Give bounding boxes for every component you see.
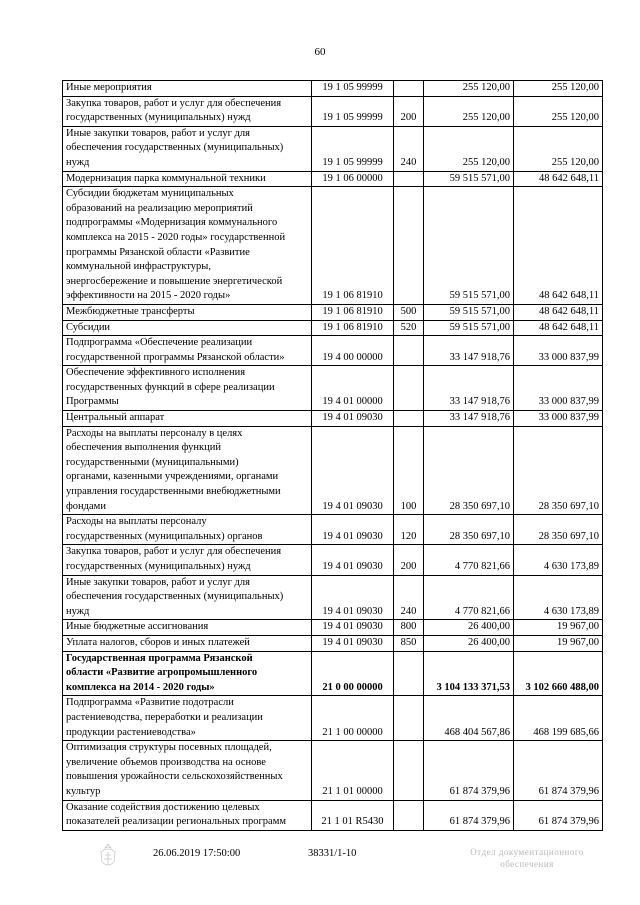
item-name-cell: Межбюджетные трансферты [63, 304, 312, 320]
sum-2019-cell: 59 515 571,00 [424, 171, 514, 187]
page-number: 60 [314, 46, 326, 58]
expense-type-cell [394, 81, 424, 97]
target-code-cell: 19 1 06 81910 [312, 304, 394, 320]
item-name-cell: Государственная программа Рязанской области «Развитие агропромышленного комплекса на 2014 - 2020 годы» [63, 651, 312, 696]
sum-2020-cell: 48 642 648,11 [514, 304, 603, 320]
target-code-cell: 19 1 05 99999 [312, 96, 394, 126]
item-name-cell: Подпрограмма «Развитие подотрасли растениеводства, переработки и реализации продукции растениеводства» [63, 696, 312, 741]
sum-2019-cell: 61 874 379,96 [424, 741, 514, 800]
sum-2020-cell: 61 874 379,96 [514, 800, 603, 830]
table-row [63, 187, 603, 305]
expense-type-cell: 100 [394, 426, 424, 515]
item-name-cell: Оказание содействия достижению целевых показателей реализации региональных программ [63, 800, 312, 830]
sum-2019-cell: 28 350 697,10 [424, 426, 514, 515]
budget-table [62, 80, 603, 831]
table-row [63, 800, 603, 830]
table-row [63, 171, 603, 187]
item-name-cell: Модернизация парка коммунальной техники [63, 171, 312, 187]
sum-2019-cell: 59 515 571,00 [424, 304, 514, 320]
footer-datetime: 26.06.2019 17:50:00 [153, 848, 241, 859]
item-name-cell: Иные закупки товаров, работ и услуг для обеспечения государственных (муниципальных) нужд [63, 126, 312, 171]
sum-2019-cell: 255 120,00 [424, 126, 514, 171]
watermark-stamp: Отдел документационного обеспечения [470, 847, 584, 869]
sum-2020-cell: 48 642 648,11 [514, 187, 603, 305]
sum-2020-cell: 28 350 697,10 [514, 426, 603, 515]
expense-type-cell: 850 [394, 635, 424, 651]
sum-2020-cell: 33 000 837,99 [514, 411, 603, 427]
coat-of-arms-icon [96, 842, 120, 870]
sum-2019-cell: 33 147 918,76 [424, 336, 514, 366]
target-code-cell: 19 4 01 09030 [312, 411, 394, 427]
sum-2019-cell: 4 770 821,66 [424, 545, 514, 575]
item-name-cell: Субсидии бюджетам муниципальных образований на реализацию мероприятий подпрограммы «Модернизация коммунального комплекса на 2015 - 2020 годы» государственной программы Рязанской области «Развитие коммунальной инфраструктуры, энергосбережение и повышение энергетической эффективности на 2015 - 2020 годы» [63, 187, 312, 305]
expense-type-cell: 120 [394, 515, 424, 545]
table-row [63, 81, 603, 97]
sum-2020-cell: 48 642 648,11 [514, 171, 603, 187]
table-row [63, 426, 603, 515]
item-name-cell: Иные бюджетные ассигнования [63, 620, 312, 636]
expense-type-cell: 240 [394, 575, 424, 620]
item-name-cell: Оптимизация структуры посевных площадей, увеличение объемов производства на основе повышения урожайности сельскохозяйственных культур [63, 741, 312, 800]
sum-2019-cell: 255 120,00 [424, 81, 514, 97]
target-code-cell: 19 4 01 09030 [312, 575, 394, 620]
table-row [63, 696, 603, 741]
sum-2020-cell: 4 630 173,89 [514, 575, 603, 620]
item-name-cell: Расходы на выплаты персоналу государственных (муниципальных) органов [63, 515, 312, 545]
target-code-cell: 19 4 00 00000 [312, 336, 394, 366]
sum-2020-cell: 33 000 837,99 [514, 366, 603, 411]
budget-table-body [63, 81, 603, 831]
sum-2019-cell: 28 350 697,10 [424, 515, 514, 545]
item-name-cell: Обеспечение эффективного исполнения государственных функций в сфере реализации Программы [63, 366, 312, 411]
footer-doc-number: 38331/1-10 [308, 848, 357, 859]
item-name-cell: Субсидии [63, 320, 312, 336]
sum-2020-cell: 255 120,00 [514, 81, 603, 97]
sum-2020-cell: 48 642 648,11 [514, 320, 603, 336]
expense-type-cell [394, 336, 424, 366]
target-code-cell: 21 1 01 R5430 [312, 800, 394, 830]
expense-type-cell [394, 651, 424, 696]
sum-2019-cell: 26 400,00 [424, 635, 514, 651]
sum-2019-cell: 61 874 379,96 [424, 800, 514, 830]
expense-type-cell [394, 741, 424, 800]
expense-type-cell [394, 800, 424, 830]
target-code-cell: 21 1 01 00000 [312, 741, 394, 800]
table-row [63, 545, 603, 575]
item-name-cell: Уплата налогов, сборов и иных платежей [63, 635, 312, 651]
sum-2020-cell: 255 120,00 [514, 126, 603, 171]
target-code-cell: 19 4 01 09030 [312, 620, 394, 636]
table-row [63, 126, 603, 171]
item-name-cell: Закупка товаров, работ и услуг для обеспечения государственных (муниципальных) нужд [63, 545, 312, 575]
expense-type-cell: 200 [394, 96, 424, 126]
sum-2019-cell: 255 120,00 [424, 96, 514, 126]
expense-type-cell: 520 [394, 320, 424, 336]
target-code-cell: 19 4 01 09030 [312, 515, 394, 545]
table-row [63, 651, 603, 696]
expense-type-cell [394, 187, 424, 305]
sum-2020-cell: 33 000 837,99 [514, 336, 603, 366]
sum-2020-cell: 4 630 173,89 [514, 545, 603, 575]
target-code-cell: 19 4 01 09030 [312, 635, 394, 651]
target-code-cell: 21 0 00 00000 [312, 651, 394, 696]
item-name-cell: Расходы на выплаты персоналу в целях обеспечения выполнения функций государственными (муниципальными) органами, казенными учреждениями, органами управления государственными внебюджетными фондами [63, 426, 312, 515]
table-row [63, 635, 603, 651]
sum-2020-cell: 19 967,00 [514, 635, 603, 651]
sum-2020-cell: 255 120,00 [514, 96, 603, 126]
sum-2019-cell: 33 147 918,76 [424, 366, 514, 411]
item-name-cell: Подпрограмма «Обеспечение реализации государственной программы Рязанской области» [63, 336, 312, 366]
expense-type-cell [394, 171, 424, 187]
item-name-cell: Иные мероприятия [63, 81, 312, 97]
sum-2019-cell: 4 770 821,66 [424, 575, 514, 620]
target-code-cell: 19 1 06 81910 [312, 187, 394, 305]
table-row [63, 96, 603, 126]
expense-type-cell: 240 [394, 126, 424, 171]
target-code-cell: 21 1 00 00000 [312, 696, 394, 741]
table-row [63, 320, 603, 336]
item-name-cell: Иные закупки товаров, работ и услуг для обеспечения государственных (муниципальных) нужд [63, 575, 312, 620]
sum-2019-cell: 26 400,00 [424, 620, 514, 636]
target-code-cell: 19 4 01 00000 [312, 366, 394, 411]
table-row [63, 741, 603, 800]
expense-type-cell: 800 [394, 620, 424, 636]
sum-2020-cell: 468 199 685,66 [514, 696, 603, 741]
expense-type-cell [394, 411, 424, 427]
expense-type-cell: 500 [394, 304, 424, 320]
item-name-cell: Центральный аппарат [63, 411, 312, 427]
table-row [63, 366, 603, 411]
target-code-cell: 19 1 05 99999 [312, 126, 394, 171]
sum-2019-cell: 33 147 918,76 [424, 411, 514, 427]
table-row [63, 411, 603, 427]
sum-2020-cell: 61 874 379,96 [514, 741, 603, 800]
sum-2020-cell: 19 967,00 [514, 620, 603, 636]
table-row [63, 336, 603, 366]
expense-type-cell [394, 366, 424, 411]
table-row [63, 304, 603, 320]
sum-2020-cell: 28 350 697,10 [514, 515, 603, 545]
target-code-cell: 19 4 01 09030 [312, 545, 394, 575]
sum-2020-cell: 3 102 660 488,00 [514, 651, 603, 696]
table-row [63, 515, 603, 545]
table-row [63, 575, 603, 620]
expense-type-cell [394, 696, 424, 741]
sum-2019-cell: 59 515 571,00 [424, 320, 514, 336]
expense-type-cell: 200 [394, 545, 424, 575]
target-code-cell: 19 1 05 99999 [312, 81, 394, 97]
target-code-cell: 19 4 01 09030 [312, 426, 394, 515]
sum-2019-cell: 3 104 133 371,53 [424, 651, 514, 696]
target-code-cell: 19 1 06 81910 [312, 320, 394, 336]
item-name-cell: Закупка товаров, работ и услуг для обеспечения государственных (муниципальных) нужд [63, 96, 312, 126]
sum-2019-cell: 468 404 567,86 [424, 696, 514, 741]
sum-2019-cell: 59 515 571,00 [424, 187, 514, 305]
table-row [63, 620, 603, 636]
target-code-cell: 19 1 06 00000 [312, 171, 394, 187]
